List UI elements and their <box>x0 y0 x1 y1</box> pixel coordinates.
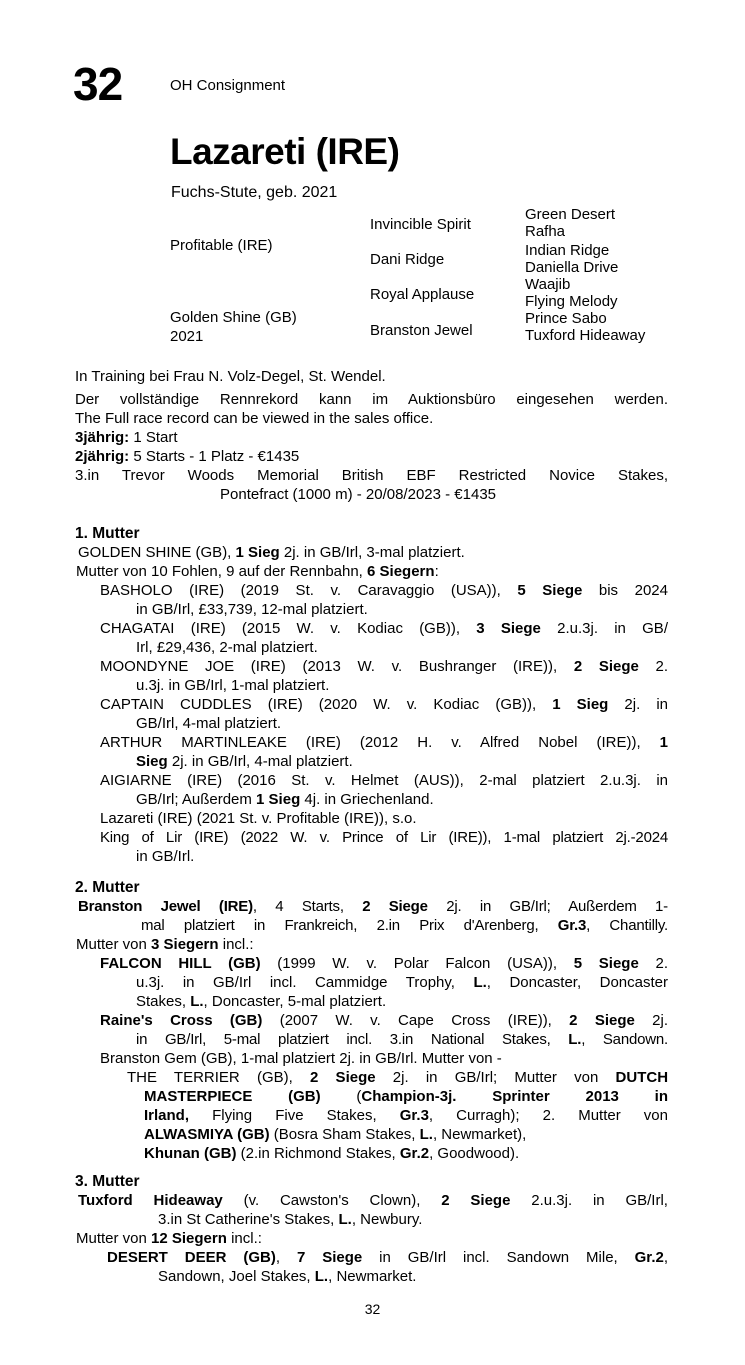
text-segment: u.3j. in GB/Irl incl. Cammidge Trophy, <box>136 974 474 991</box>
text-line <box>100 1011 668 1030</box>
text-segment: THE TERRIER (GB), <box>127 1069 311 1086</box>
bold-text-segment: Raine's Cross (GB) <box>100 1012 263 1029</box>
text-segment: Sandown, Joel Stakes, <box>158 1268 315 1285</box>
text-line <box>136 714 668 733</box>
bold-text-segment: 2 Siege <box>310 1069 376 1086</box>
text-line <box>141 916 668 935</box>
text-line <box>100 809 668 828</box>
text-segment: u.3j. in GB/Irl, 1-mal platziert. <box>136 677 330 694</box>
pedigree-sire-dam: Dani Ridge <box>370 251 445 268</box>
text-segment: 4j. in Griechenland. <box>300 791 434 808</box>
pedigree-ggp-6: Flying Melody <box>525 293 618 310</box>
bold-text-segment: Gr.3 <box>557 917 587 934</box>
text-line <box>75 466 668 485</box>
text-segment: , 4 Starts, <box>252 898 363 915</box>
text-segment: , Doncaster, Doncaster <box>486 974 669 991</box>
text-segment: in GB/Irl. <box>136 848 195 865</box>
text-segment: , <box>275 1249 297 1266</box>
text-line <box>100 771 668 790</box>
bold-text-segment: 2jährig: <box>75 448 130 465</box>
text-line <box>158 1267 668 1286</box>
bold-text-segment: 1 Sieg <box>552 696 609 713</box>
text-line <box>136 638 668 657</box>
bold-text-segment: DUTCH <box>615 1069 669 1086</box>
bold-text-segment: 2 Siege <box>569 1012 635 1029</box>
pedigree-ggp-3: Indian Ridge <box>525 242 610 259</box>
bold-text-segment: L. <box>190 993 204 1010</box>
bold-text-segment: 6 Siegern <box>367 563 435 580</box>
text-segment: , Newmarket. <box>328 1268 417 1285</box>
text-segment: , Doncaster, 5-mal platziert. <box>203 993 387 1010</box>
pedigree-table <box>170 206 670 351</box>
text-segment: 1 Start <box>129 429 178 446</box>
lot-number: 32 <box>73 58 123 110</box>
text-segment: in GB/Irl, 5-mal platziert incl. 3.in National Stakes, <box>136 1031 569 1048</box>
bold-text-segment: 5 Siege <box>517 582 583 599</box>
pedigree-dam-sire: Royal Applause <box>370 286 475 303</box>
text-segment: 2j. in <box>608 696 668 713</box>
bold-text-segment: 3 Siege <box>476 620 541 637</box>
bold-text-segment: MASTERPIECE (GB) <box>144 1088 321 1105</box>
pedigree-ggp-1: Green Desert <box>525 206 616 223</box>
text-segment: 2. <box>638 658 669 675</box>
bold-text-segment: Gr.3 <box>399 1107 429 1124</box>
bold-text-segment: 3jährig: <box>75 429 130 446</box>
bold-text-segment: 1 Sieg <box>235 544 280 561</box>
text-line <box>76 562 668 581</box>
text-segment: incl.: <box>218 936 254 953</box>
text-segment: Lazareti (IRE) (2021 St. v. Profitable (IRE)), s.o. <box>100 810 417 827</box>
text-segment: The Full race record can be viewed in the sales office. <box>75 410 434 427</box>
text-line <box>136 992 668 1011</box>
text-segment: BASHOLO (IRE) (2019 St. v. Caravaggio (USA)), <box>100 582 518 599</box>
pedigree-dam-dam: Branston Jewel <box>370 322 473 339</box>
text-segment: GOLDEN SHINE (GB), <box>78 544 236 561</box>
page-number: 32 <box>364 1301 381 1317</box>
text-segment: bis 2024 <box>582 582 668 599</box>
text-line <box>136 847 668 866</box>
text-segment: Pontefract (1000 m) - 20/08/2023 - €1435 <box>220 486 497 503</box>
text-line <box>220 485 668 504</box>
text-segment: Irl, £29,436, 2-mal platziert. <box>136 639 318 656</box>
bold-text-segment: 2 Siege <box>573 658 639 675</box>
bold-text-segment: Gr.2 <box>399 1145 430 1162</box>
text-segment: GB/Irl, 4-mal platziert. <box>136 715 282 732</box>
text-line <box>100 828 668 847</box>
text-line <box>75 447 668 466</box>
bold-text-segment: DESERT DEER (GB) <box>107 1249 276 1266</box>
text-segment: , Chantilly. <box>586 917 668 934</box>
text-line <box>136 790 668 809</box>
bold-text-segment: L. <box>568 1031 582 1048</box>
text-segment: , Newbury. <box>351 1211 423 1228</box>
text-segment: 2j. in GB/Irl, 3-mal platziert. <box>279 544 465 561</box>
text-segment: 2.u.3j. in GB/Irl, <box>510 1192 668 1209</box>
dam-line-sections <box>75 524 668 1286</box>
text-segment: mal platziert in Frankreich, 2.in Prix d'Arenberg, <box>141 917 558 934</box>
text-line <box>100 657 668 676</box>
text-segment: 2. <box>638 955 668 972</box>
text-segment: 2j. in GB/Irl; Außerdem 1- <box>427 898 668 915</box>
text-segment: Stakes, <box>136 993 191 1010</box>
text-segment: 2j. <box>634 1012 668 1029</box>
text-line <box>78 1191 668 1210</box>
bold-text-segment: 7 Siege <box>296 1249 363 1266</box>
section-heading: 3. Mutter <box>75 1173 140 1190</box>
text-segment: , Newmarket), <box>432 1126 527 1143</box>
text-line <box>100 581 668 600</box>
text-segment: (2.in Richmond Stakes, <box>236 1145 400 1162</box>
text-segment: CAPTAIN CUDDLES (IRE) (2020 W. v. Kodiac (GB)), <box>100 696 553 713</box>
text-line <box>75 367 668 386</box>
text-line <box>144 1125 668 1144</box>
pedigree-ggp-7: Prince Sabo <box>525 310 607 327</box>
text-segment: Branston Gem (GB), 1-mal platziert 2j. in GB/Irl. Mutter von - <box>100 1050 502 1067</box>
bold-text-segment: 1 Sieg <box>256 791 301 808</box>
text-segment: Flying Five Stakes, <box>189 1107 400 1124</box>
text-segment: 2j. in GB/Irl, 4-mal platziert. <box>167 753 353 770</box>
pedigree-ggp-2: Rafha <box>525 223 566 240</box>
text-segment: Mutter von <box>76 936 152 953</box>
text-line <box>76 935 668 954</box>
text-segment: 3.in Trevor Woods Memorial British EBF Restricted Novice Stakes, <box>75 467 668 484</box>
section-heading: 2. Mutter <box>75 879 140 896</box>
pedigree-sire-sire: Invincible Spirit <box>370 216 471 233</box>
bold-text-segment: 2 Siege <box>441 1192 511 1209</box>
text-line <box>100 695 668 714</box>
text-segment: ARTHUR MARTINLEAKE (IRE) (2012 H. v. Alfred Nobel (IRE)), <box>100 734 660 751</box>
bold-text-segment: 12 Siegern <box>151 1230 227 1247</box>
bold-text-segment: L. <box>338 1211 352 1228</box>
pedigree-sire: Profitable (IRE) <box>170 237 273 254</box>
pedigree-ggp-4: Daniella Drive <box>525 259 619 276</box>
text-segment: , Sandown. <box>581 1031 668 1048</box>
text-segment: 3.in St Catherine's Stakes, <box>158 1211 339 1228</box>
bold-text-segment: 3 Siegern <box>151 936 219 953</box>
text-segment: GB/Irl; Außerdem <box>136 791 257 808</box>
text-line <box>107 1248 668 1267</box>
pedigree-ggp-8: Tuxford Hideaway <box>525 327 646 344</box>
bold-text-segment: L. <box>473 974 487 991</box>
bold-text-segment: Gr.2 <box>634 1249 664 1266</box>
pedigree-dam: Golden Shine (GB) <box>170 309 297 326</box>
text-segment: Mutter von 10 Fohlen, 9 auf der Rennbahn, <box>76 563 368 580</box>
race-record-block <box>75 367 668 504</box>
bold-text-segment: L. <box>314 1268 329 1285</box>
text-segment: 2.u.3j. in GB/ <box>540 620 668 637</box>
text-line <box>76 1229 668 1248</box>
bold-text-segment: Tuxford Hideaway <box>78 1192 223 1209</box>
text-segment: CHAGATAI (IRE) (2015 W. v. Kodiac (GB)), <box>100 620 477 637</box>
text-segment: , Curragh); 2. Mutter von <box>428 1107 668 1124</box>
text-line <box>144 1087 668 1106</box>
text-line <box>136 1030 668 1049</box>
bold-text-segment: FALCON HILL (GB) <box>100 955 261 972</box>
bold-text-segment: 5 Siege <box>573 955 639 972</box>
bold-text-segment: L. <box>419 1126 433 1143</box>
text-segment: AIGIARNE (IRE) (2016 St. v. Helmet (AUS)), 2-mal platziert 2.u.3j. in <box>100 772 668 789</box>
text-segment: 2j. in GB/Irl; Mutter von <box>375 1069 616 1086</box>
text-line <box>100 954 668 973</box>
bold-text-segment: Sieg <box>136 753 168 770</box>
bold-text-segment: Branston Jewel (IRE) <box>78 898 253 915</box>
text-segment: King of Lir (IRE) (2022 W. v. Prince of Lir (IRE)), 1-mal platziert 2j.-2024 <box>100 829 668 846</box>
text-segment: incl.: <box>226 1230 262 1247</box>
section-heading: 1. Mutter <box>75 525 140 542</box>
text-line <box>100 1049 668 1068</box>
text-line <box>136 676 668 695</box>
text-line <box>100 619 668 638</box>
text-line <box>136 973 668 992</box>
pedigree-ggp-5: Waajib <box>525 276 571 293</box>
text-line <box>136 600 668 619</box>
pedigree-dam-year: 2021 <box>170 328 204 345</box>
text-line <box>158 1210 668 1229</box>
horse-details: Fuchs-Stute, geb. 2021 <box>171 184 338 201</box>
text-segment: Mutter von <box>76 1230 152 1247</box>
text-line <box>78 543 668 562</box>
body-text <box>75 367 668 1286</box>
text-segment: (1999 W. v. Polar Falcon (USA)), <box>260 955 574 972</box>
text-line <box>144 1144 668 1163</box>
text-line <box>144 1106 668 1125</box>
text-segment: MOONDYNE JOE (IRE) (2013 W. v. Bushranger (IRE)), <box>100 658 574 675</box>
text-line <box>75 390 668 409</box>
bold-text-segment: ALWASMIYA (GB) <box>144 1126 270 1143</box>
text-segment: : <box>434 563 439 580</box>
text-line <box>78 897 668 916</box>
text-segment: in GB/Irl incl. Sandown Mile, <box>362 1249 635 1266</box>
text-segment: Der vollständige Rennrekord kann im Auktionsbüro eingesehen werden. <box>75 391 668 408</box>
bold-text-segment: Champion-3j. Sprinter 2013 in <box>361 1088 668 1105</box>
bold-text-segment: 1 <box>659 734 668 751</box>
text-line <box>127 1068 668 1087</box>
bold-text-segment: Irland, <box>144 1107 190 1124</box>
text-segment: , Goodwood). <box>429 1145 520 1162</box>
text-segment: In Training bei Frau N. Volz-Degel, St. Wendel. <box>75 368 386 385</box>
text-segment: (2007 W. v. Cape Cross (IRE)), <box>262 1012 570 1029</box>
bold-text-segment: Khunan (GB) <box>144 1145 237 1162</box>
text-line <box>100 733 668 752</box>
text-line <box>136 752 668 771</box>
text-segment: (v. Cawston's Clown), <box>222 1192 442 1209</box>
text-line <box>75 409 668 428</box>
text-segment: 5 Starts - 1 Platz - €1435 <box>129 448 300 465</box>
horse-name: Lazareti (IRE) <box>170 131 400 172</box>
text-segment: , <box>663 1249 668 1266</box>
bold-text-segment: 2 Siege <box>362 898 428 915</box>
consignor-label: OH Consignment <box>170 77 286 94</box>
text-segment: ( <box>320 1088 362 1105</box>
text-segment: (Bosra Sham Stakes, <box>269 1126 420 1143</box>
text-segment: in GB/Irl, £33,739, 12-mal platziert. <box>136 601 368 618</box>
text-line <box>75 428 668 447</box>
